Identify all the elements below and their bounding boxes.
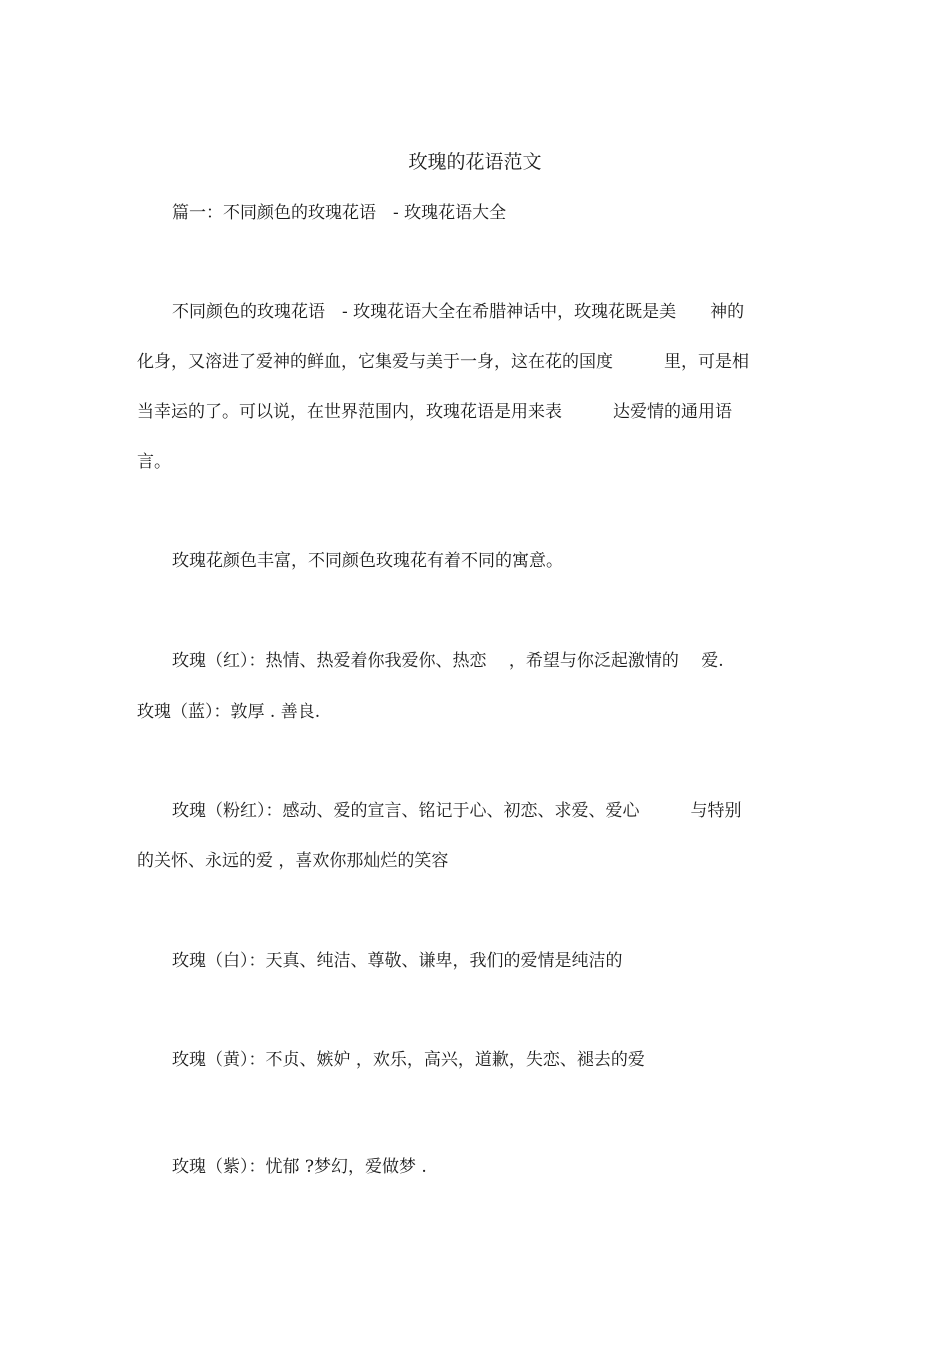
section-heading: 篇一：不同颜色的玫瑰花语 - 玫瑰花语大全 xyxy=(172,203,507,223)
pink-rose-line-2: 的关怀、永远的爱 ，喜欢你那灿烂的笑容 xyxy=(137,851,449,871)
blue-rose-entry: 玫瑰（蓝）：敦厚 . 善良. xyxy=(137,702,321,722)
colors-intro-paragraph: 玫瑰花颜色丰富，不同颜色玫瑰花有着不同的寓意。 xyxy=(172,551,563,571)
red-rose-entry: 玫瑰（红）：热情、热爱着你我爱你、热恋 ，希望与你泛起激情的 爱. xyxy=(172,651,724,671)
intro-line-2: 化身，又溶进了爱神的鲜血，它集爱与美于一身，这在花的国度 里，可是相 xyxy=(137,352,749,372)
yellow-rose-entry: 玫瑰（黄）：不贞、嫉妒 ，欢乐，高兴，道歉，失恋、褪去的爱 xyxy=(172,1050,645,1070)
white-rose-entry: 玫瑰（白）：天真、纯洁、尊敬、谦卑，我们的爱情是纯洁的 xyxy=(172,951,623,971)
intro-line-1: 不同颜色的玫瑰花语 - 玫瑰花语大全在希腊神话中，玫瑰花既是美 神的 xyxy=(172,302,745,322)
pink-rose-line-1: 玫瑰（粉红）：感动、爱的宣言、铭记于心、初恋、求爱、爱心 与特别 xyxy=(172,801,742,821)
intro-line-3: 当幸运的了。可以说，在世界范围内，玫瑰花语是用来表 达爱情的通用语 xyxy=(137,402,732,422)
purple-rose-entry: 玫瑰（紫）：忧郁 ?梦幻，爱做梦 . xyxy=(172,1157,427,1177)
document-title: 玫瑰的花语范文 xyxy=(408,151,542,173)
intro-line-4: 言。 xyxy=(137,452,171,472)
